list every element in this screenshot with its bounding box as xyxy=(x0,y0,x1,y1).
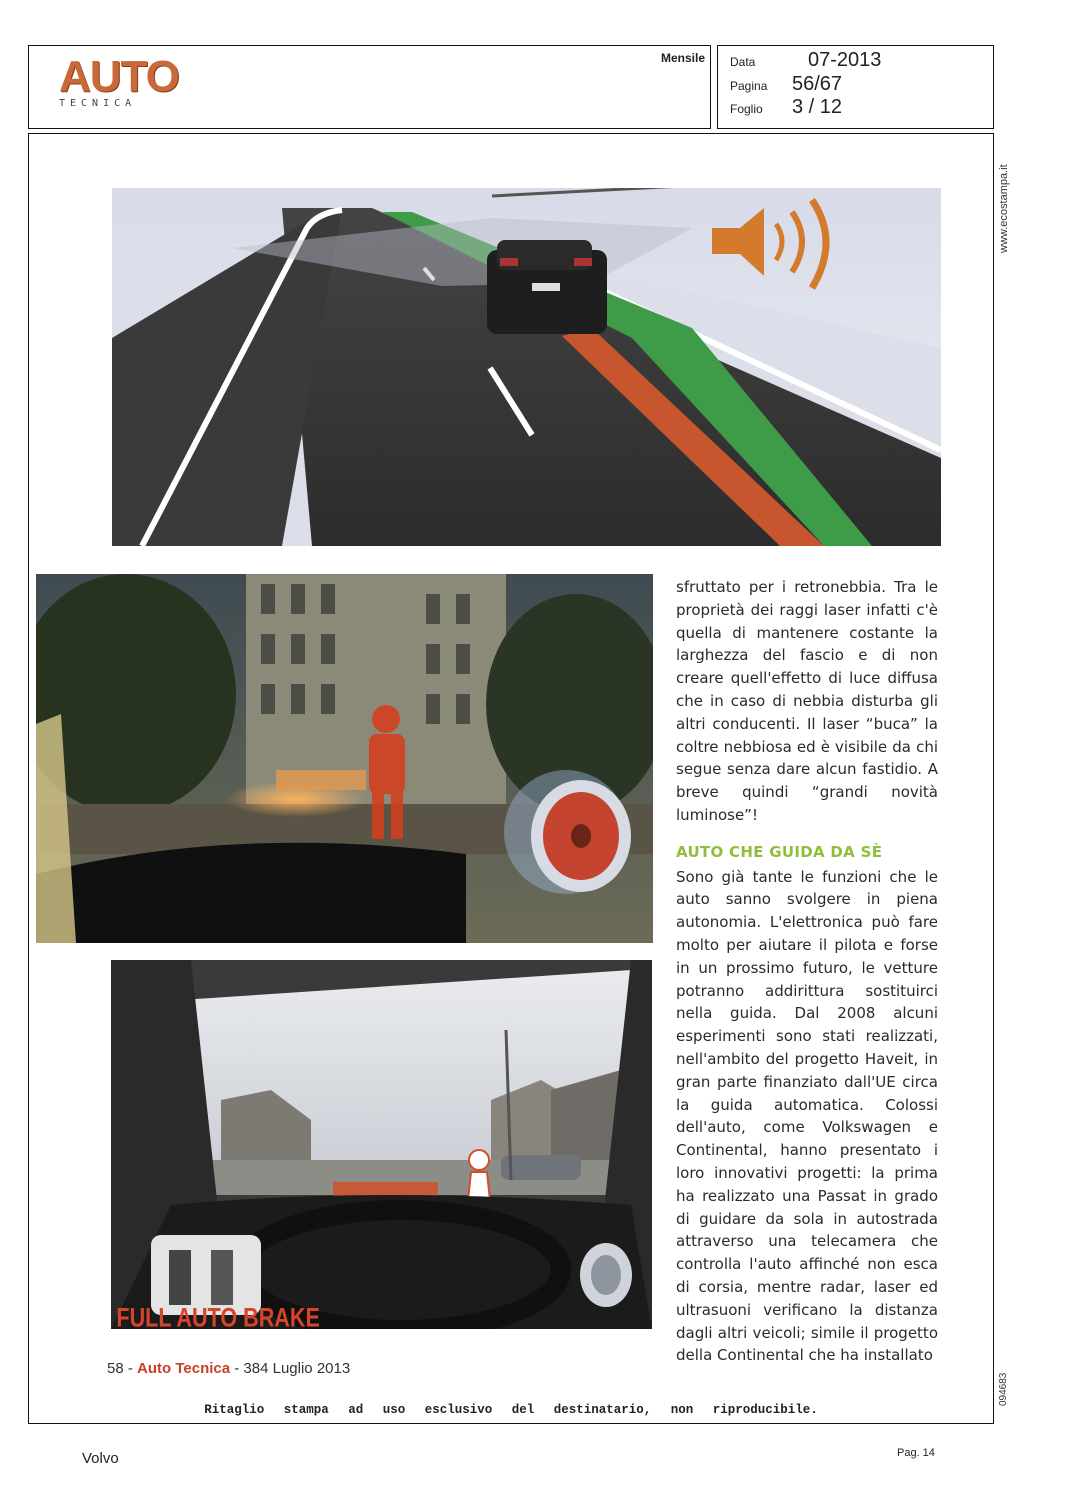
article-paragraph-2: Sono già tante le funzioni che le auto sanno svolgere in piena autonomia. L'elettronica può fare molto per aiutare il pilota e forse in un prossimo futuro, le vetture potranno addirittura sostituirci nella guida. Dal 2008 alcuni esperimenti sono stati realizzati, nell'ambito del progetto Haveit, in gran parte finanziato dall'UE circa la guida automatica. Colossi dell'auto, come Volkswagen e Continental, hanno presentato i loro innovativi progetti: la prima ha realizzato una Passat in grado di guidare da sola in autostrada attraverso una telecamera che controlla l'auto affinché non esca di corsia, mentre radar, laser ed ultrasuoni verificano la distanza dagli altri veicoli; simile il progetto della Continental che ha installato xyxy=(676,867,938,1365)
masthead-box xyxy=(28,45,711,129)
auto-brake-illustration xyxy=(111,960,652,1329)
lane-departure-illustration xyxy=(112,188,941,546)
side-url-text: www.ecostampa.it xyxy=(998,164,1010,253)
logo-wordmark: AUTO xyxy=(59,52,179,101)
page-folio xyxy=(107,1360,350,1377)
folio-issue: - 384 Luglio 2013 xyxy=(230,1360,351,1377)
article-column xyxy=(676,576,938,1367)
article-paragraph-1: sfruttato per i retronebbia. Tra le proprietà dei raggi laser infatti c'è quella di mantenere costante la larghezza del fascio e di non creare quell'effetto di luce diffusa che in caso di nebbia disturba gli altri conducenti. Il laser “buca” la coltre nebbiosa ed è visibile da chi segue senza dare alcun fastidio. A breve quindi “grandi novità luminose”! xyxy=(676,578,938,824)
pedestrian-detection-illustration xyxy=(36,574,653,943)
sheet-value: 3 / 12 xyxy=(792,96,843,118)
logo-subtitle: TECNICA xyxy=(59,98,137,109)
date-value: 07-2013 xyxy=(808,49,882,71)
folio-page: 58 - xyxy=(107,1360,138,1377)
footer-page: Pag. 14 xyxy=(897,1447,935,1459)
sheet-label: Foglio xyxy=(730,102,763,116)
date-label: Data xyxy=(730,55,756,69)
reproduction-disclaimer: Ritaglio stampa ad uso esclusivo del destinatario, non riproducibile. xyxy=(204,1403,818,1417)
side-code xyxy=(998,1360,1012,1410)
section-heading: AUTO CHE GUIDA DA SÈ xyxy=(676,842,883,861)
side-url xyxy=(998,145,1012,255)
frequency-label: Mensile xyxy=(660,51,705,65)
side-code-text: 094683 xyxy=(998,1372,1009,1406)
page-value: 56/67 xyxy=(792,73,843,95)
page-label: Pagina xyxy=(730,79,768,93)
brake-caption: FULL AUTO BRAKE xyxy=(116,1303,320,1329)
folio-magazine: Auto Tecnica xyxy=(137,1360,231,1377)
clipping-metadata-box xyxy=(717,45,994,129)
magazine-logo xyxy=(59,54,179,109)
footer-client: Volvo xyxy=(82,1450,119,1467)
